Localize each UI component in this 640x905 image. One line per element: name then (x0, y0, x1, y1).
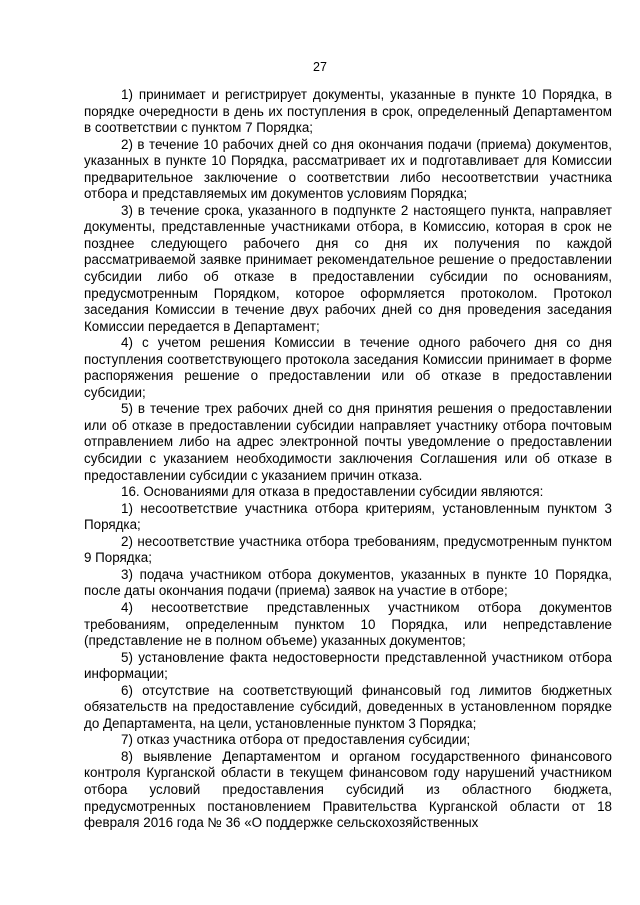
refusal-ground-1: 1) несоответствие участника отбора критериям, установленным пунктом 3 Порядка; (84, 500, 612, 533)
document-body (84, 87, 612, 832)
refusal-ground-8: 8) выявление Департаментом и органом государственного финансового контроля Курганской области в текущем финансовом году нарушений участником отбора условий предоставления субсидий из областного бюджета, предусмотренных постановлением Правительства Курганской области от 18 февраля 2016 года № 36 «О поддержке сельскохозяйственных (84, 748, 612, 831)
paragraph-item-2-review: 2) в течение 10 рабочих дней со дня окончания подачи (приема) документов, указанных в пункте 10 Порядка, рассматривает их и подготавливает для Комиссии предварительное заключение о соответствии либо несоответствии участника отбора и представляемых им документов условиям Порядка; (84, 136, 612, 202)
refusal-ground-5: 5) установление факта недостоверности представленной участником отбора информации; (84, 649, 612, 682)
refusal-ground-6: 6) отсутствие на соответствующий финансовый год лимитов бюджетных обязательств на предоставление субсидий, доведенных в установленном порядке до Департамента, на цели, установленные пунктом 3 Порядка; (84, 682, 612, 731)
refusal-ground-2: 2) несоответствие участника отбора требованиям, предусмотренным пунктом 9 Порядка; (84, 533, 612, 566)
refusal-ground-7: 7) отказ участника отбора от предоставления субсидии; (121, 732, 471, 748)
paragraph-item-4-decision: 4) с учетом решения Комиссии в течение одного рабочего дня со дня поступления соответствующего протокола заседания Комиссии принимает в форме распоряжения решение о предоставлении или об отказе в предоставлении субсидии; (84, 335, 612, 400)
refusal-ground-4: 4) несоответствие представленных участником отбора документов требованиям, определенным пунктом 10 Порядка, или непредставление (представление не в полном объеме) указанных документов; (84, 599, 612, 649)
paragraph-item-3-commission: 3) в течение срока, указанного в подпункте 2 настоящего пункта, направляет документы, представленные участниками отбора, в Комиссию, которая в срок не позднее следующего рабочего дня со дня их получения по каждой рассматриваемой заявке принимает рекомендательное решение о предоставлении субсидии либо об отказе в предоставлении субсидии по основаниям, предусмотренным Порядком, которое оформляется протоколом. Протокол заседания Комиссии в течение двух рабочих дней со дня проведения заседания Комиссии передается в Департамент; (84, 202, 612, 334)
paragraph-item-1-registration: 1) принимает и регистрирует документы, указанные в пункте 10 Порядка, в порядке очередности в день их поступления в срок, определенный Департаментом в соответствии с пунктом 7 Порядка; (84, 87, 612, 136)
paragraph-item-5-notification: 5) в течение трех рабочих дней со дня принятия решения о предоставлении или об отказе в предоставлении субсидии направляет участнику отбора почтовым отправлением либо на адрес электронной почты уведомление о предоставлении субсидии с указанием необходимости заключения Соглашения или об отказе в предоставлении субсидии с указанием причин отказа. (84, 401, 612, 483)
refusal-ground-3: 3) подача участником отбора документов, указанных в пункте 10 Порядка, после даты окончания подачи (приема) заявок на участие в отборе; (84, 566, 612, 599)
paragraph-section-16-heading: 16. Основаниями для отказа в предоставлении субсидии являются: (121, 484, 544, 500)
page-number: 27 (313, 60, 327, 74)
